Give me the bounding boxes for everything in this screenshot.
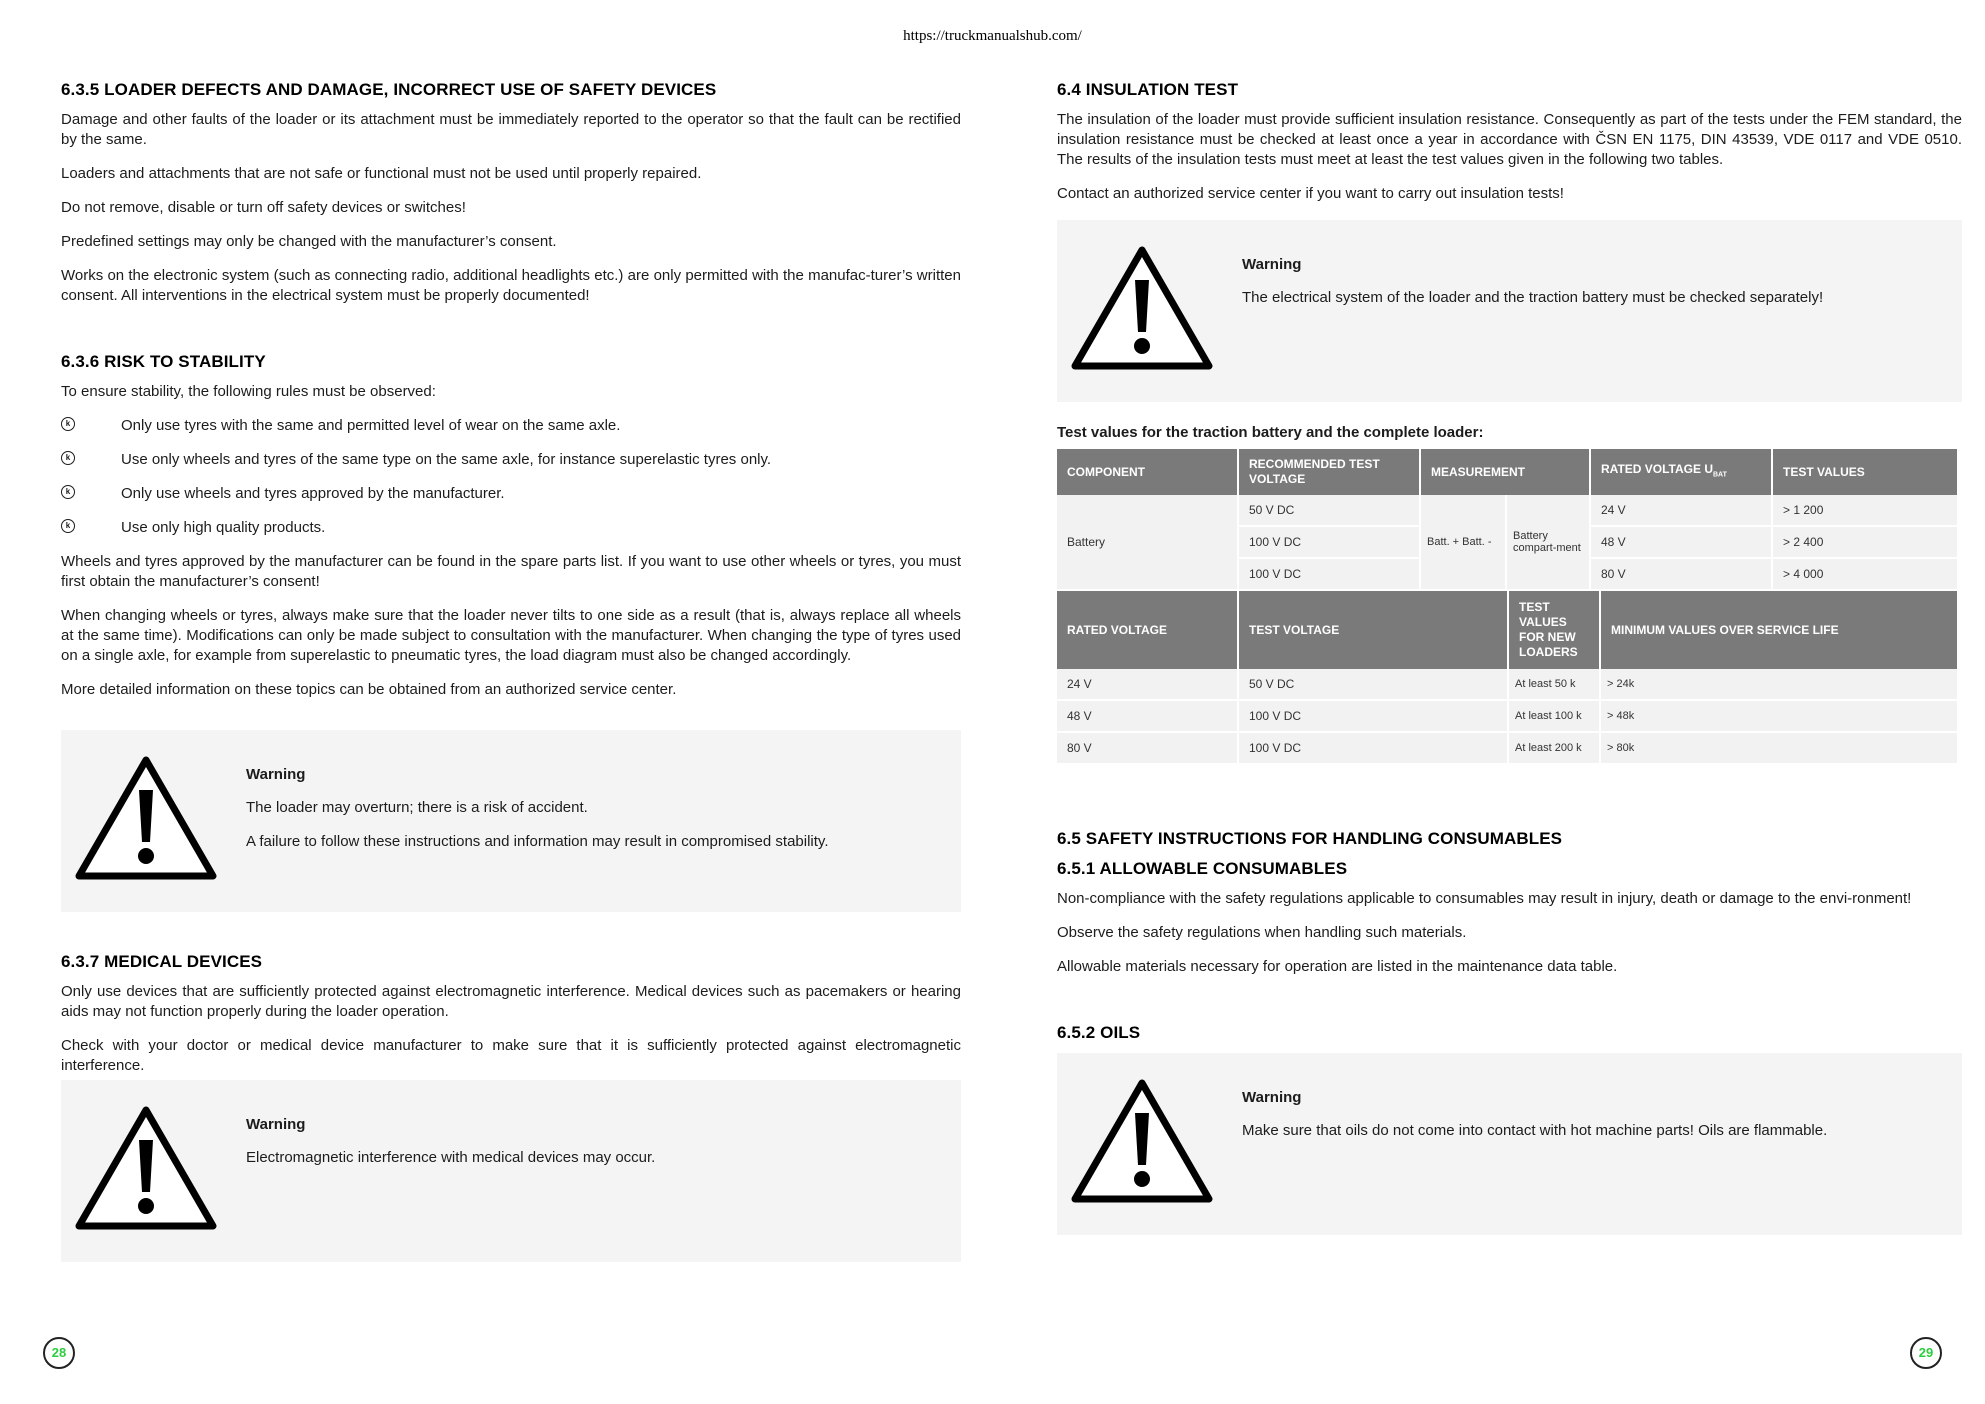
warning-box (1057, 1053, 1962, 1235)
table-cell: Battery compart-ment (1506, 495, 1590, 590)
stability-rules-list (61, 416, 961, 538)
warning-box (61, 730, 961, 912)
paragraph: Non-compliance with the safety regulations applicable to consumables may result in injury, death or damage to the envi-ronment! (1057, 890, 1912, 907)
warning-box (61, 1080, 961, 1262)
warning-triangle-icon (73, 1104, 219, 1232)
column-header: TEST VALUES (1772, 449, 1958, 495)
section-6-4-title: 6.4 INSULATION TEST (1057, 80, 1239, 99)
warning-text: Electromagnetic interference with medical devices may occur. (246, 1149, 656, 1166)
paragraph: The insulation of the loader must provide sufficient insulation resistance. Consequently as part of the tests under the FEM standard, the insulation resistance must be checked at least once a year in accordance with ČSN EN 1175, DIN 43539, VDE 0117 and VDE 0510. The results of the insulation tests must meet at least the test values given in the following two tables. (1057, 111, 1962, 168)
right-page-column (1057, 80, 1962, 1235)
table-cell: 48 V (1057, 700, 1238, 732)
table-row (1057, 700, 1958, 732)
table-cell: 100 V DC (1238, 732, 1508, 764)
column-header: MINIMUM VALUES OVER SERVICE LIFE (1600, 591, 1958, 669)
rated-voltage-table (1057, 591, 1959, 765)
paragraph: Contact an authorized service center if you want to carry out insulation tests! (1057, 185, 1564, 202)
table-cell: 80 V (1057, 732, 1238, 764)
table-cell: 50 V DC (1238, 669, 1508, 700)
section-6-3-5-title: 6.3.5 LOADER DEFECTS AND DAMAGE, INCORRECT USE OF SAFETY DEVICES (61, 80, 717, 99)
table-cell: > 1 200 (1772, 495, 1958, 526)
table-cell: 50 V DC (1238, 495, 1420, 526)
bullet-icon: k (61, 519, 75, 533)
insulation-test-table (1057, 449, 1959, 591)
warning-text: Make sure that oils do not come into contact with hot machine parts! Oils are flammable. (1242, 1122, 1828, 1139)
bullet-icon: k (61, 485, 75, 499)
table-cell: 24 V (1057, 669, 1238, 700)
table-row (1057, 495, 1958, 526)
page-number-left: 28 (43, 1337, 75, 1369)
paragraph: Works on the electronic system (such as connecting radio, additional headlights etc.) are only permitted with the manufac-turer’s written consent. All interventions in the electrical system must be properly documented! (61, 267, 961, 304)
paragraph: Check with your doctor or medical device manufacturer to make sure that it is sufficiently protected against electromagnetic interference. (61, 1037, 961, 1074)
source-url: https://truckmanualshub.com/ (903, 28, 1082, 44)
paragraph: Loaders and attachments that are not safe or functional must not be used until properly repaired. (61, 165, 702, 182)
warning-text: The loader may overturn; there is a risk of accident. (246, 799, 588, 816)
warning-text: The electrical system of the loader and the traction battery must be checked separately! (1242, 289, 1824, 306)
bullet-icon: k (61, 417, 75, 431)
table-caption: Test values for the traction battery and the complete loader: (1057, 424, 1484, 441)
list-item: k Only use wheels and tyres approved by the manufacturer. (61, 484, 961, 504)
list-item: k Only use tyres with the same and permitted level of wear on the same axle. (61, 416, 961, 436)
list-item: k Use only wheels and tyres of the same type on the same axle, for instance superelastic tyres only. (61, 450, 961, 470)
list-item: k Use only high quality products. (61, 518, 961, 538)
table-cell: 24 V (1590, 495, 1772, 526)
paragraph: Only use devices that are sufficiently protected against electromagnetic interference. Medical devices such as pacemakers or hearing aids may not function properly during the loader operation. (61, 983, 961, 1020)
table-cell: 48 V (1590, 526, 1772, 558)
table-cell: 100 V DC (1238, 526, 1420, 558)
table-cell: > 2 400 (1772, 526, 1958, 558)
paragraph: More detailed information on these topics can be obtained from an authorized service center. (61, 681, 677, 698)
warning-title: Warning (1242, 1089, 1302, 1106)
bullet-icon: k (61, 451, 75, 465)
table-cell: 100 V DC (1238, 700, 1508, 732)
paragraph: Wheels and tyres approved by the manufacturer can be found in the spare parts list. If you want to use other wheels or tyres, you must first obtain the manufacturer’s consent! (61, 553, 961, 590)
page-number-right: 29 (1910, 1337, 1942, 1369)
warning-triangle-icon (1069, 244, 1215, 372)
warning-title: Warning (1242, 256, 1302, 273)
table-cell: 80 V (1590, 558, 1772, 590)
section-6-3-6-title: 6.3.6 RISK TO STABILITY (61, 352, 266, 371)
section-6-5-1-title: 6.5.1 ALLOWABLE CONSUMABLES (1057, 859, 1348, 878)
column-header: RATED VOLTAGE $U_{BAT}$ (1590, 449, 1772, 495)
table-cell: > 24k (1600, 669, 1958, 700)
table-cell: > 48k (1600, 700, 1958, 732)
table-cell: At least 200 k (1508, 732, 1600, 764)
paragraph: Observe the safety regulations when handling such materials. (1057, 924, 1467, 941)
table-cell: At least 100 k (1508, 700, 1600, 732)
table-row (1057, 732, 1958, 764)
table-cell: > 80k (1600, 732, 1958, 764)
column-header: MEASUREMENT (1420, 449, 1590, 495)
left-page-column (61, 80, 961, 1262)
column-header: COMPONENT (1057, 449, 1238, 495)
table-cell: Battery (1057, 495, 1238, 590)
paragraph: Do not remove, disable or turn off safety devices or switches! (61, 199, 466, 216)
column-header: RECOMMENDED TEST VOLTAGE (1238, 449, 1420, 495)
warning-text: A failure to follow these instructions and information may result in compromised stability. (246, 833, 829, 850)
paragraph: Allowable materials necessary for operation are listed in the maintenance data table. (1057, 958, 1618, 975)
paragraph: When changing wheels or tyres, always make sure that the loader never tilts to one side as a result (that is, always replace all wheels at the same time). Modifications can only be made subject to consultation with the manufacturer. When changing the type of tyres used on a single axle, for example from superelastic to pneumatic tyres, the load diagram must also be changed accordingly. (61, 607, 961, 664)
column-header: TEST VOLTAGE (1238, 591, 1508, 669)
table-cell: Batt. + Batt. - (1420, 495, 1506, 590)
warning-triangle-icon (73, 754, 219, 882)
warning-title: Warning (246, 766, 306, 783)
table-row (1057, 669, 1958, 700)
table-header-row (1057, 591, 1958, 669)
table-header-row (1057, 449, 1958, 495)
paragraph: To ensure stability, the following rules must be observed: (61, 383, 436, 400)
paragraph: Damage and other faults of the loader or its attachment must be immediately reported to the operator so that the fault can be rectified by the same. (61, 111, 961, 148)
warning-triangle-icon (1069, 1077, 1215, 1205)
warning-box (1057, 220, 1962, 402)
paragraph: Predefined settings may only be changed with the manufacturer’s consent. (61, 233, 557, 250)
section-6-3-7-title: 6.3.7 MEDICAL DEVICES (61, 952, 263, 971)
table-cell: At least 50 k (1508, 669, 1600, 700)
table-cell: 100 V DC (1238, 558, 1420, 590)
warning-title: Warning (246, 1116, 306, 1133)
column-header: TEST VALUES FOR NEW LOADERS (1508, 591, 1600, 669)
section-6-5-2-title: 6.5.2 OILS (1057, 1023, 1141, 1042)
table-cell: > 4 000 (1772, 558, 1958, 590)
section-6-5-title: 6.5 SAFETY INSTRUCTIONS FOR HANDLING CONSUMABLES (1057, 829, 1563, 848)
column-header: RATED VOLTAGE (1057, 591, 1238, 669)
